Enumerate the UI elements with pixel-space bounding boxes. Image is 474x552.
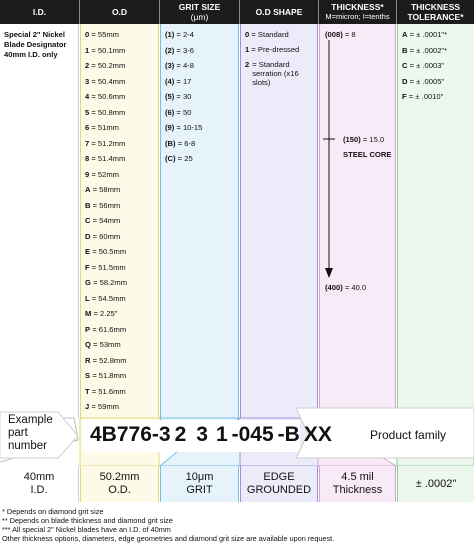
grit-item-value: = 17 — [176, 76, 192, 86]
od-item-code: P — [85, 324, 91, 334]
od-item — [85, 92, 157, 108]
grit-item-code: (B) — [165, 138, 176, 148]
od-item-value: = 52.8mm — [92, 355, 127, 365]
grit-item-value: = 50 — [176, 107, 192, 117]
od-item — [85, 170, 157, 186]
grit-item-value: = 2-4 — [176, 30, 194, 39]
od-item-value: = 52mm — [91, 169, 120, 179]
od-item-code: F — [85, 262, 90, 272]
header-grit-unit: (μm) — [190, 12, 209, 22]
od-item-code: 0 — [85, 30, 90, 39]
tolerance-item-code: C — [402, 61, 408, 70]
summary-thickness — [319, 466, 396, 502]
od-item — [85, 216, 157, 232]
od-item-value: = 50.1mm — [91, 45, 126, 55]
header-shape-label: O.D SHAPE — [255, 7, 303, 17]
grit-item-code: (6) — [165, 107, 175, 117]
od-item — [85, 77, 157, 93]
thickness-value: = 40.0 — [344, 283, 367, 292]
od-item-value: = 50.4mm — [91, 76, 126, 86]
part-number — [90, 421, 332, 449]
od-item — [85, 108, 157, 124]
od-item-code: C — [85, 216, 91, 225]
header-thickness-label: THICKNESS* — [331, 2, 384, 12]
grit-item-value: = 25 — [177, 154, 193, 163]
grit-item-value: = 30 — [176, 92, 192, 101]
od-item — [85, 340, 157, 356]
od-item-value: = 59mm — [91, 402, 120, 411]
od-item — [85, 294, 157, 310]
thickness-code: (008) — [325, 30, 343, 39]
grit-item-code: (4) — [165, 76, 175, 86]
od-item-code: T — [85, 386, 90, 396]
header-tolerance-label: THICKNESS TOLERANCE* — [407, 2, 464, 22]
tolerance-item — [402, 46, 472, 62]
tolerance-item — [402, 77, 472, 93]
tolerance-item-value: = ± .0002"* — [409, 45, 448, 55]
od-item-value: = 50.2mm — [91, 61, 126, 70]
od-item-value: = 50.6mm — [91, 92, 126, 101]
grit-item — [165, 154, 237, 170]
footnote: Other thickness options, diameters, edge geometries and diamond grit size are available upon request. — [2, 534, 335, 543]
od-item-value: = 61.6mm — [92, 324, 127, 334]
od-item — [85, 30, 157, 46]
od-item-value: = 51.8mm — [92, 371, 127, 380]
od-item-value: = 51.2mm — [91, 138, 126, 148]
od-item — [85, 278, 157, 294]
summary-od-text: 50.2mm O.D. — [99, 471, 140, 496]
thickness-arrow — [319, 38, 349, 280]
part-thickness-code: -045 — [231, 423, 274, 446]
shape-code: 0 — [245, 30, 250, 39]
header-id — [0, 0, 79, 24]
od-item-code: 3 — [85, 76, 90, 86]
footnote: ** Depends on blade thickness and diamond grit size — [2, 516, 173, 525]
header-divider — [396, 0, 397, 24]
id-note: Special 2" Nickel Blade Designator 40mm I.D. only — [4, 30, 67, 59]
header-tolerance — [397, 0, 474, 24]
part-prefix: 4B776-3 — [90, 423, 171, 446]
od-item — [85, 247, 157, 263]
od-item-code: J — [85, 402, 90, 411]
header-id-label: I.D. — [32, 7, 47, 17]
od-item — [85, 201, 157, 217]
shape-item — [245, 60, 317, 87]
thickness-code: (150) — [343, 135, 361, 144]
example-label: Example part number — [8, 414, 53, 452]
shape-item — [245, 30, 317, 45]
grit-item-value: = 3-6 — [176, 45, 194, 55]
summary-grit-text: 10μm GRIT — [185, 471, 214, 496]
grit-item-code: (C) — [165, 154, 176, 163]
grit-item-code: (5) — [165, 92, 175, 101]
header-shape — [240, 0, 318, 24]
od-item — [85, 309, 157, 325]
od-item-code: M — [85, 309, 92, 318]
od-item-code: L — [85, 293, 90, 303]
header-grit-label: GRIT SIZE — [178, 2, 221, 12]
od-item-value: = 51.5mm — [91, 262, 126, 272]
od-item — [85, 139, 157, 155]
od-item-code: R — [85, 355, 91, 365]
od-item-value: = 51mm — [91, 123, 120, 132]
header-divider — [318, 0, 319, 24]
summary-shape — [240, 466, 318, 502]
summary-id — [0, 466, 79, 502]
grit-item — [165, 77, 237, 93]
od-item — [85, 61, 157, 77]
od-item — [85, 356, 157, 372]
od-item-value: = 58mm — [92, 185, 121, 194]
summary-thickness-text: 4.5 mil Thickness — [332, 471, 383, 496]
shape-value: = Standard — [251, 30, 289, 39]
od-item-code: E — [85, 247, 91, 256]
grit-list — [165, 30, 237, 170]
od-item-value: = 60mm — [92, 231, 121, 241]
shape-value: = Pre-dressed — [251, 45, 300, 54]
header-divider — [239, 0, 240, 24]
od-list — [85, 30, 157, 418]
grit-item — [165, 46, 237, 62]
shape-value: = Standard serration (x16 slots) — [252, 60, 299, 87]
thickness-bottom — [325, 283, 366, 292]
grit-item-value: = 4-8 — [176, 61, 194, 70]
tolerance-item — [402, 61, 472, 77]
header-thickness-unit: M=micron; I=tenths — [325, 12, 390, 21]
od-item — [85, 325, 157, 341]
od-item-value: = 53mm — [93, 340, 121, 349]
summary-grit — [160, 466, 239, 502]
od-item-value: = 54mm — [92, 216, 121, 225]
grit-item-value: = 6-8 — [177, 138, 196, 148]
steel-core-label: STEEL CORE — [343, 150, 392, 159]
header-divider — [79, 0, 80, 24]
tolerance-item-value: = ± .0010" — [408, 92, 444, 101]
grit-item — [165, 108, 237, 124]
od-item-code: A — [85, 185, 91, 194]
tolerance-list — [402, 30, 472, 108]
thickness-code: (400) — [325, 283, 343, 292]
summary-tolerance-text: ± .0002" — [415, 477, 457, 490]
od-item-value: = 55mm — [91, 30, 120, 39]
header-od — [80, 0, 159, 24]
shape-list — [245, 30, 317, 87]
grit-item-code: (2) — [165, 45, 175, 55]
od-item — [85, 263, 157, 279]
thickness-value: = 15.0 — [362, 135, 385, 144]
od-item-code: Q — [85, 340, 91, 349]
od-item-value: = 56mm — [92, 200, 121, 210]
tolerance-item — [402, 30, 472, 46]
od-item-value: = 51.4mm — [91, 154, 126, 163]
grit-item-code: (1) — [165, 30, 175, 39]
grit-item — [165, 123, 237, 139]
shape-item — [245, 45, 317, 60]
thickness-value: = 8 — [344, 30, 356, 39]
summary-tolerance — [397, 466, 474, 502]
od-item-code: 6 — [85, 123, 90, 132]
grit-item-code: (9) — [165, 123, 175, 132]
part-shape-code: 1 — [215, 423, 228, 446]
od-item — [85, 123, 157, 139]
od-item — [85, 185, 157, 201]
id-column — [0, 24, 79, 418]
tolerance-item-code: F — [402, 92, 407, 101]
od-item-value: = 50.5mm — [92, 247, 127, 256]
product-family-label: Product family — [370, 428, 447, 442]
shape-code: 1 — [245, 45, 250, 54]
tolerance-item-value: = ± .0003" — [409, 61, 445, 70]
od-item-code: B — [85, 200, 91, 210]
od-item — [85, 46, 157, 62]
od-item-code: 9 — [85, 169, 90, 179]
od-item-code: 8 — [85, 154, 90, 163]
summary-id-text: 40mm I.D. — [23, 471, 55, 496]
summary-od — [80, 466, 159, 502]
tolerance-item-value: = ± .0001"* — [409, 30, 448, 39]
od-item-code: S — [85, 371, 91, 380]
tolerance-item — [402, 92, 472, 108]
thickness-mid — [343, 135, 384, 144]
part-tolerance-code: -B — [277, 423, 300, 446]
shape-code: 2 — [245, 60, 250, 69]
part-grit-code: 3 — [196, 423, 208, 446]
tolerance-item-value: = ± .0005" — [409, 76, 445, 86]
od-item-value: = 54.5mm — [91, 293, 126, 303]
grit-item — [165, 61, 237, 77]
grit-item-value: = 10-15 — [176, 123, 203, 132]
od-item-code: D — [85, 231, 91, 241]
od-item — [85, 371, 157, 387]
footnote: *** All special 2" Nickel blades have an I.D. of 40mm — [2, 525, 171, 534]
grit-item — [165, 139, 237, 155]
tolerance-item-code: D — [402, 76, 408, 86]
od-item-code: G — [85, 278, 91, 287]
grit-item — [165, 30, 237, 46]
footnote: * Depends on diamond grit size — [2, 507, 104, 516]
od-item — [85, 232, 157, 248]
header-grit — [160, 0, 239, 24]
grit-item-code: (3) — [165, 61, 175, 70]
grit-item — [165, 92, 237, 108]
header-thickness — [319, 0, 396, 24]
od-item-code: 4 — [85, 92, 90, 101]
header-od-label: O.D — [111, 7, 128, 17]
summary-shape-text: EDGE GROUNDED — [246, 471, 312, 496]
od-item-value: = 50.8mm — [91, 107, 126, 117]
tolerance-item-code: B — [402, 45, 408, 55]
header-divider — [159, 0, 160, 24]
od-item-code: 1 — [85, 45, 90, 55]
od-item — [85, 154, 157, 170]
od-item-code: 2 — [85, 61, 90, 70]
part-od-code: 2 — [174, 423, 187, 446]
od-item-value: = 51.6mm — [91, 386, 126, 396]
part-family-code: XX — [303, 423, 332, 446]
od-item-code: 7 — [85, 138, 90, 148]
od-item-code: 5 — [85, 107, 90, 117]
od-item-value: = 58.2mm — [93, 278, 128, 287]
od-item-value: = 2.25" — [93, 309, 118, 318]
tolerance-item-code: A — [402, 30, 408, 39]
